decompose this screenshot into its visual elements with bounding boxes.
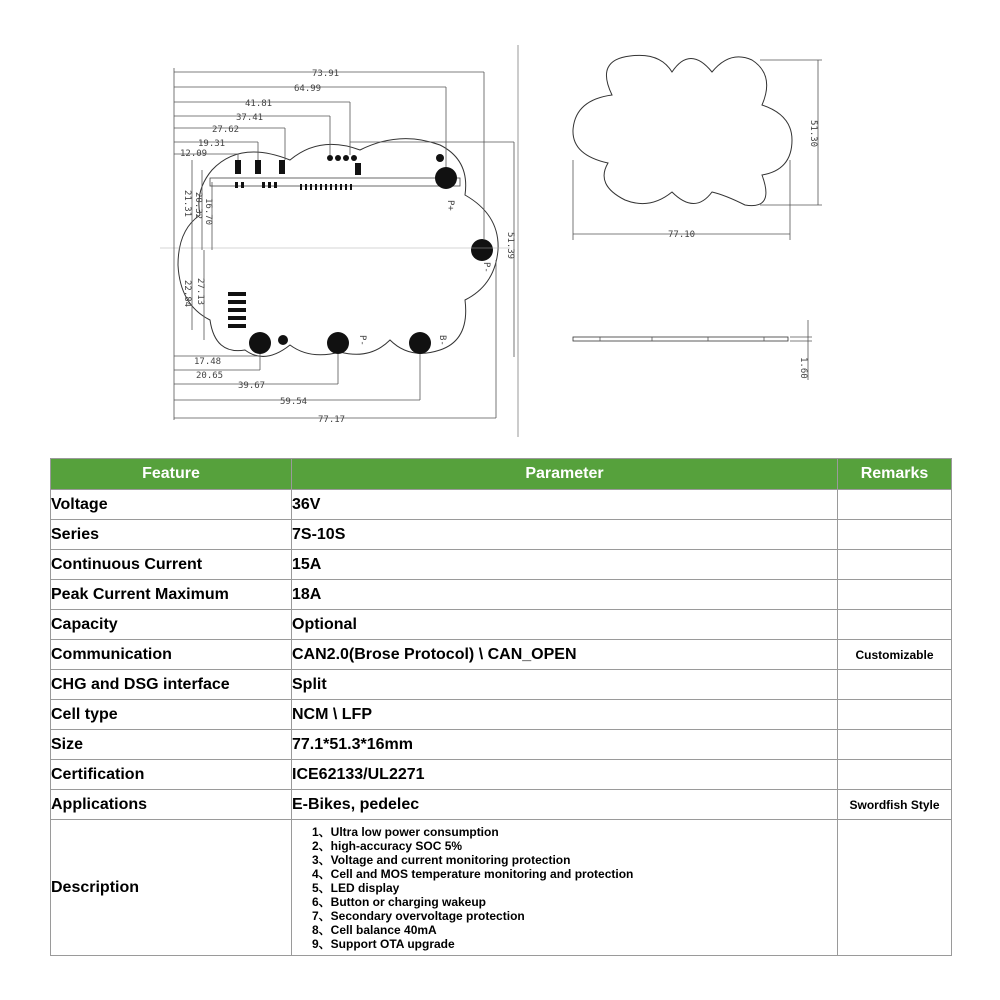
description-item: 7、Secondary overvoltage protection <box>312 908 525 923</box>
pad-label: P- <box>357 335 367 346</box>
dim-label: 77.17 <box>318 415 346 425</box>
remark-cell <box>838 760 952 790</box>
description-item: 6、Button or charging wakeup <box>312 894 487 909</box>
parameter-cell: ICE62133/UL2271 <box>292 760 838 790</box>
table-row <box>51 490 952 520</box>
thickness-label: 1.60 <box>798 357 808 379</box>
parameter-cell: NCM \ LFP <box>292 700 838 730</box>
parameter-cell: 77.1*51.3*16mm <box>292 730 838 760</box>
description-item: 4、Cell and MOS temperature monitoring and protection <box>312 866 634 881</box>
description-item: 8、Cell balance 40mA <box>312 922 437 937</box>
outline-height-label: 51.30 <box>808 120 818 148</box>
dim-label: 21.31 <box>182 190 192 218</box>
pad-label: P- <box>481 262 491 273</box>
description-item: 1、Ultra low power consumption <box>312 824 499 839</box>
table-row <box>51 700 952 730</box>
feature-cell: Certification <box>51 760 292 790</box>
description-item: 5、LED display <box>312 880 400 895</box>
feature-cell: CHG and DSG interface <box>51 670 292 700</box>
remark-cell <box>838 820 952 956</box>
header-feature: Feature <box>51 459 292 490</box>
table-row <box>51 520 952 550</box>
feature-cell: Description <box>51 820 292 956</box>
parameter-cell: 18A <box>292 580 838 610</box>
feature-cell: Capacity <box>51 610 292 640</box>
parameter-cell: E-Bikes, pedelec <box>292 790 838 820</box>
dim-label: 27.13 <box>195 278 205 306</box>
dim-label: 41.81 <box>245 99 273 109</box>
outline-width-label: 77.10 <box>668 230 696 240</box>
dim-label: 22.84 <box>182 280 192 308</box>
remark-cell <box>838 730 952 760</box>
feature-cell: Series <box>51 520 292 550</box>
feature-cell: Peak Current Maximum <box>51 580 292 610</box>
table-row <box>51 640 952 670</box>
table-row <box>51 760 952 790</box>
remark-cell <box>838 700 952 730</box>
remark-cell: Swordfish Style <box>838 790 952 820</box>
dim-label: 37.41 <box>236 113 264 123</box>
header-parameter: Parameter <box>292 459 838 490</box>
feature-cell: Cell type <box>51 700 292 730</box>
pad-label: P+ <box>445 200 455 211</box>
feature-cell: Size <box>51 730 292 760</box>
parameter-cell: 36V <box>292 490 838 520</box>
description-cell <box>292 820 838 956</box>
description-row <box>51 820 952 956</box>
dim-label: 39.67 <box>238 381 266 391</box>
header-remarks: Remarks <box>838 459 952 490</box>
technical-drawing <box>0 0 1000 450</box>
dim-label: 17.48 <box>194 357 222 367</box>
description-item: 3、Voltage and current monitoring protection <box>312 852 571 867</box>
feature-cell: Voltage <box>51 490 292 520</box>
description-list <box>292 825 837 951</box>
dim-label: 16.70 <box>203 198 213 226</box>
parameter-cell: 15A <box>292 550 838 580</box>
dim-label: 73.91 <box>312 69 340 79</box>
side-view <box>573 320 812 380</box>
spec-table <box>50 458 952 956</box>
dim-label: 64.99 <box>294 84 322 94</box>
parameter-cell: Optional <box>292 610 838 640</box>
feature-cell: Continuous Current <box>51 550 292 580</box>
parameter-cell: CAN2.0(Brose Protocol) \ CAN_OPEN <box>292 640 838 670</box>
remark-cell <box>838 520 952 550</box>
dim-label: 19.31 <box>198 139 226 149</box>
table-row <box>51 670 952 700</box>
dim-label: 12.09 <box>180 149 208 159</box>
description-item: 2、high-accuracy SOC 5% <box>312 838 463 853</box>
outline-view <box>573 55 822 240</box>
remark-cell <box>838 610 952 640</box>
table-row <box>51 550 952 580</box>
remark-cell <box>838 670 952 700</box>
table-row <box>51 790 952 820</box>
pad-label: B- <box>437 335 447 346</box>
feature-cell: Communication <box>51 640 292 670</box>
remark-cell <box>838 580 952 610</box>
table-row <box>51 580 952 610</box>
feature-cell: Applications <box>51 790 292 820</box>
remark-cell: Customizable <box>838 640 952 670</box>
parameter-cell: Split <box>292 670 838 700</box>
table-header-row <box>51 459 952 490</box>
pcb-top-view <box>160 139 510 357</box>
description-item: 9、Support OTA upgrade <box>312 936 455 951</box>
table-row <box>51 730 952 760</box>
dim-label: 20.65 <box>196 371 224 381</box>
remark-cell <box>838 550 952 580</box>
parameter-cell: 7S-10S <box>292 520 838 550</box>
remark-cell <box>838 490 952 520</box>
dim-label: 27.62 <box>212 125 240 135</box>
dim-label: 20.32 <box>193 192 203 220</box>
dim-label: 59.54 <box>280 397 308 407</box>
table-row <box>51 610 952 640</box>
dim-label: 51.39 <box>505 232 515 260</box>
